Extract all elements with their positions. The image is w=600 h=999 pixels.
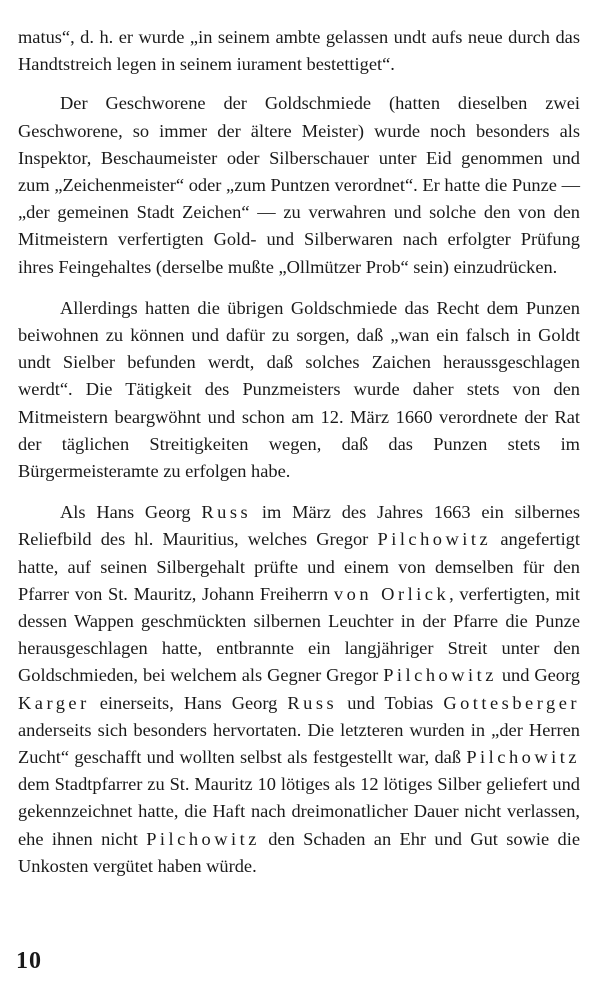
- paragraph-4-segment: im März des Jahres 1663 ein silbernes Reliefbild des hl. Mauritius, welches Gregor: [18, 502, 581, 550]
- paragraph-4-segment: angefertigt hatte, auf seinen Silbergehalt prüfte und einem von demselben für den Pfarrer von St. Mauritz, Johann Freiherrn: [18, 529, 580, 604]
- paragraph-4: [18, 499, 580, 880]
- paragraph-3-text: Allerdings hatten die übrigen Goldschmiede das Recht dem Punzen beiwohnen zu können und dafür zu sorgen, daß „wan ein falsch in Goldt undt Sielber befunden werdt, daß solches Zaichen heraussgeschlagen werdt“. Die Tätigkeit des Punzmeisters wurde daher stets von den Mitmeistern beargwöhnt und schon am 12. März 1660 verordnete der Rat der täglichen Streitigkeiten wegen, daß das Punzen stets im Bürgermeisteramte zu erfolgen habe.: [18, 297, 580, 482]
- page-number: 10: [16, 948, 42, 974]
- paragraph-4-segment: und Georg: [496, 665, 580, 686]
- person-name-pilchowitz: Pilchowitz: [383, 665, 497, 686]
- paragraph-4-segment: Als Hans Georg: [60, 502, 202, 523]
- person-name-pilchowitz: Pilchowitz: [146, 828, 260, 849]
- person-name-russ: Russ: [287, 692, 338, 713]
- person-name-russ: Russ: [201, 502, 252, 523]
- person-name-karger: Karger: [18, 692, 90, 713]
- person-name-von-orlick: von Orlick: [333, 583, 450, 604]
- paragraph-2-text: Der Geschworene der Goldschmiede (hatten dieselben zwei Geschworene, so immer der ältere Meister) wurde noch besonders als Inspektor, Beschaumeister oder Silberschauer unter Eid genommen und zum „Zeichenmeister“ oder „zum Puntzen verordnet“. Er hatte die Punze — „der gemeinen Stadt Zeichen“ — zu verwahren und solche den von den Mitmeistern verfertigten Gold- und Silberwaren nach erfolgter Prüfung ihres Feingehaltes (derselbe mußte „Ollmützer Prob“ sein) einzudrücken.: [18, 93, 580, 277]
- paragraph-1-text: matus“, d. h. er wurde „in seinem ambte gelassen undt aufs neue durch das Handtstreich legen in seinem iurament bestettiget“.: [18, 27, 580, 75]
- person-name-gottesberger: Gottesberger: [443, 692, 580, 713]
- person-name-pilchowitz: Pilchowitz: [377, 529, 492, 550]
- page-body: [18, 24, 580, 894]
- paragraph-4-segment: , verfertigten, mit dessen Wappen geschmückten silbernen Leuchter in der Pfarre die Punze herausgeschlagen hatte, entbrannte ein langjähriger Streit unter den Goldschmieden, bei welchem als Gegner Gregor: [18, 583, 581, 686]
- person-name-pilchowitz: Pilchowitz: [466, 747, 580, 768]
- paragraph-1: [18, 24, 580, 78]
- paragraph-4-segment: und Tobias: [337, 692, 444, 713]
- paragraph-4-segment: anderseits sich besonders hervortaten. Die letzteren wurden in „der Herren Zucht“ geschafft und wollten selbst als festgestellt war, daß: [18, 719, 580, 768]
- paragraph-2: [18, 90, 580, 280]
- paragraph-4-segment: dem Stadtpfarrer zu St. Mauritz 10 lötiges als 12 lötiges Silber geliefert und gekennzeichnet hatte, die Haft nach dreimonatlicher Dauer nicht verlassen, ehe ihnen nicht: [18, 774, 580, 849]
- paragraph-3: [18, 295, 580, 485]
- paragraph-4-segment: den Schaden an Ehr und Gut sowie die Unkosten vergütet haben würde.: [18, 828, 580, 876]
- paragraph-4-segment: einerseits, Hans Georg: [89, 692, 288, 713]
